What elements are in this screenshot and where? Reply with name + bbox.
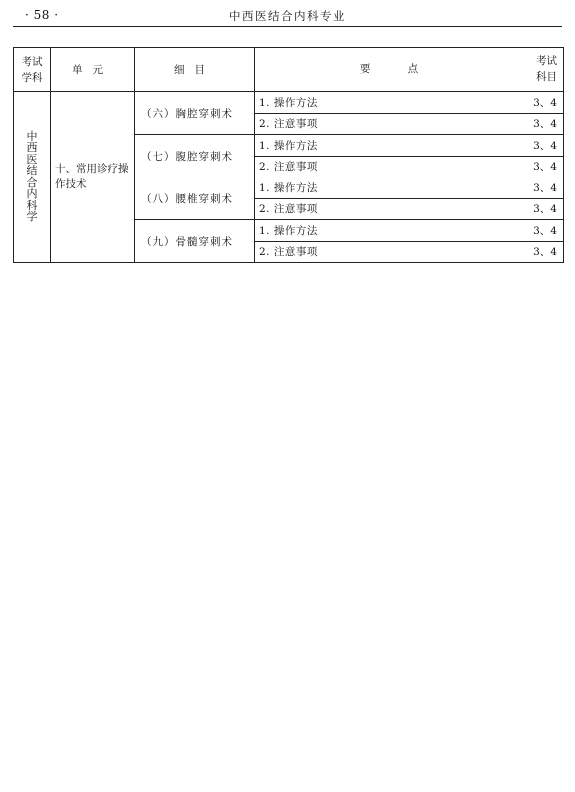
point-cell xyxy=(255,135,564,157)
exam-subjects: 3、4 xyxy=(533,224,557,237)
subject-name: 中西医结合内科学 xyxy=(26,129,38,224)
exam-subjects: 3、4 xyxy=(533,96,557,109)
point-cell xyxy=(255,92,564,114)
table-row xyxy=(14,92,564,114)
point-text: 1. 操作方法 xyxy=(259,96,318,109)
detail-cell: （六）胸腔穿刺术 xyxy=(135,92,255,135)
point-text: 1. 操作方法 xyxy=(259,139,318,152)
header-detail: 细目 xyxy=(135,48,255,92)
point-text: 1. 操作方法 xyxy=(259,181,318,194)
point-text: 2. 注意事项 xyxy=(259,246,318,259)
detail-cell: （八）腰椎穿刺术 xyxy=(135,177,255,220)
header-points-exam xyxy=(255,48,564,92)
unit-cell: 十、常用诊疗操作技术 xyxy=(51,92,135,263)
subject-cell xyxy=(14,92,51,263)
exam-subjects: 3、4 xyxy=(533,246,557,259)
detail-cell: （七）腹腔穿刺术 xyxy=(135,135,255,178)
point-text: 2. 注意事项 xyxy=(259,118,318,131)
table-header-row xyxy=(14,48,564,92)
point-cell xyxy=(255,177,564,198)
point-cell xyxy=(255,156,564,177)
page-number: · 58 · xyxy=(25,8,59,22)
exam-subjects: 3、4 xyxy=(533,181,557,194)
exam-subjects: 3、4 xyxy=(533,139,557,152)
header-unit: 单元 xyxy=(51,48,135,92)
exam-subjects: 3、4 xyxy=(533,118,557,131)
point-text: 1. 操作方法 xyxy=(259,224,318,237)
header-points: 要 点 xyxy=(359,63,419,75)
point-text: 2. 注意事项 xyxy=(259,161,318,174)
header-title: 中西医结合内科专业 xyxy=(229,9,346,23)
syllabus-table xyxy=(13,47,564,263)
point-cell xyxy=(255,113,564,135)
page-header xyxy=(13,6,562,27)
point-text: 2. 注意事项 xyxy=(259,203,318,216)
header-subject-label: 考试学科 xyxy=(21,55,43,84)
point-cell xyxy=(255,241,564,263)
point-cell xyxy=(255,198,564,220)
exam-subjects: 3、4 xyxy=(533,203,557,216)
header-subject xyxy=(14,48,51,92)
exam-subjects: 3、4 xyxy=(533,161,557,174)
header-exam: 考试科目 xyxy=(536,55,557,83)
detail-cell: （九）骨髓穿刺术 xyxy=(135,220,255,263)
point-cell xyxy=(255,220,564,242)
